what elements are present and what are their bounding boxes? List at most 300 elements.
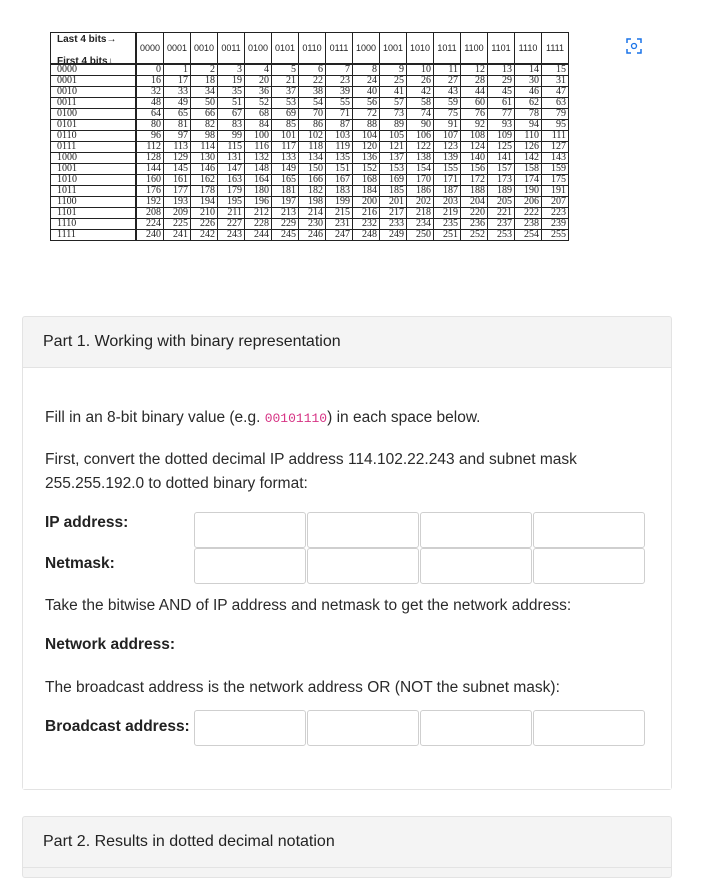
table-cell: 238 bbox=[515, 219, 542, 230]
table-cell: 223 bbox=[542, 208, 569, 219]
table-cell: 191 bbox=[542, 186, 569, 197]
table-cell: 51 bbox=[218, 98, 245, 109]
table-cell: 225 bbox=[164, 219, 191, 230]
col-header: 1011 bbox=[434, 33, 461, 65]
table-cell: 105 bbox=[380, 131, 407, 142]
table-cell: 13 bbox=[488, 64, 515, 76]
table-cell: 127 bbox=[542, 142, 569, 153]
table-cell: 112 bbox=[136, 142, 164, 153]
table-cell: 181 bbox=[272, 186, 299, 197]
table-cell: 219 bbox=[434, 208, 461, 219]
table-cell: 140 bbox=[461, 153, 488, 164]
table-cell: 241 bbox=[164, 230, 191, 241]
netmask-octet-1[interactable] bbox=[194, 548, 306, 584]
table-cell: 195 bbox=[218, 197, 245, 208]
table-cell: 116 bbox=[245, 142, 272, 153]
table-cell: 169 bbox=[380, 175, 407, 186]
table-cell: 126 bbox=[515, 142, 542, 153]
table-cell: 254 bbox=[515, 230, 542, 241]
table-cell: 165 bbox=[272, 175, 299, 186]
example-binary: 00101110 bbox=[264, 411, 328, 426]
table-cell: 226 bbox=[191, 219, 218, 230]
table-cell: 174 bbox=[515, 175, 542, 186]
table-cell: 15 bbox=[542, 64, 569, 76]
table-cell: 177 bbox=[164, 186, 191, 197]
table-cell: 37 bbox=[272, 87, 299, 98]
col-header: 0011 bbox=[218, 33, 245, 65]
table-cell: 104 bbox=[353, 131, 380, 142]
table-cell: 201 bbox=[380, 197, 407, 208]
table-cell: 34 bbox=[191, 87, 218, 98]
table-row bbox=[51, 142, 569, 153]
table-cell: 42 bbox=[407, 87, 434, 98]
table-cell: 55 bbox=[326, 98, 353, 109]
ip-label: IP address: bbox=[45, 514, 129, 531]
table-cell: 108 bbox=[461, 131, 488, 142]
table-cell: 66 bbox=[191, 109, 218, 120]
table-row bbox=[51, 87, 569, 98]
table-cell: 158 bbox=[515, 164, 542, 175]
table-row bbox=[51, 197, 569, 208]
table-cell: 190 bbox=[515, 186, 542, 197]
table-cell: 199 bbox=[326, 197, 353, 208]
table-cell: 193 bbox=[164, 197, 191, 208]
row-header: 1000 bbox=[51, 153, 137, 164]
table-cell: 153 bbox=[380, 164, 407, 175]
table-cell: 76 bbox=[461, 109, 488, 120]
col-header: 1100 bbox=[461, 33, 488, 65]
table-cell: 36 bbox=[245, 87, 272, 98]
table-cell: 14 bbox=[515, 64, 542, 76]
table-cell: 147 bbox=[218, 164, 245, 175]
table-cell: 157 bbox=[488, 164, 515, 175]
table-cell: 54 bbox=[299, 98, 326, 109]
table-cell: 111 bbox=[542, 131, 569, 142]
table-cell: 84 bbox=[245, 120, 272, 131]
table-cell: 52 bbox=[245, 98, 272, 109]
table-cell: 170 bbox=[407, 175, 434, 186]
table-cell: 233 bbox=[380, 219, 407, 230]
table-cell: 92 bbox=[461, 120, 488, 131]
table-cell: 35 bbox=[218, 87, 245, 98]
table-cell: 118 bbox=[299, 142, 326, 153]
table-cell: 145 bbox=[164, 164, 191, 175]
table-cell: 90 bbox=[407, 120, 434, 131]
table-cell: 234 bbox=[407, 219, 434, 230]
table-cell: 172 bbox=[461, 175, 488, 186]
table-cell: 167 bbox=[326, 175, 353, 186]
table-cell: 139 bbox=[434, 153, 461, 164]
table-cell: 142 bbox=[515, 153, 542, 164]
table-cell: 100 bbox=[245, 131, 272, 142]
row-header: 0101 bbox=[51, 120, 137, 131]
table-cell: 103 bbox=[326, 131, 353, 142]
table-cell: 184 bbox=[353, 186, 380, 197]
table-row bbox=[51, 230, 569, 241]
col-header: 0001 bbox=[164, 33, 191, 65]
row-header: 1100 bbox=[51, 197, 137, 208]
table-cell: 211 bbox=[218, 208, 245, 219]
table-cell: 202 bbox=[407, 197, 434, 208]
table-cell: 99 bbox=[218, 131, 245, 142]
instruction-after: ) in each space below. bbox=[327, 409, 481, 426]
table-cell: 71 bbox=[326, 109, 353, 120]
table-cell: 86 bbox=[299, 120, 326, 131]
table-cell: 114 bbox=[191, 142, 218, 153]
table-cell: 159 bbox=[542, 164, 569, 175]
table-cell: 255 bbox=[542, 230, 569, 241]
col-header: 1101 bbox=[488, 33, 515, 65]
table-cell: 65 bbox=[164, 109, 191, 120]
row-header: 0001 bbox=[51, 76, 137, 87]
table-cell: 183 bbox=[326, 186, 353, 197]
table-cell: 149 bbox=[272, 164, 299, 175]
convert-text: First, convert the dotted decimal IP address 114.102.22.243 and subnet mask 255.255.192.0 to dotted binary format: bbox=[45, 451, 577, 492]
table-row bbox=[51, 131, 569, 142]
table-row bbox=[51, 76, 569, 87]
broadcast-label: Broadcast address: bbox=[45, 718, 190, 735]
table-cell: 57 bbox=[380, 98, 407, 109]
table-cell: 62 bbox=[515, 98, 542, 109]
table-cell: 240 bbox=[136, 230, 164, 241]
table-cell: 46 bbox=[515, 87, 542, 98]
table-cell: 128 bbox=[136, 153, 164, 164]
table-row bbox=[51, 64, 569, 76]
table-cell: 248 bbox=[353, 230, 380, 241]
table-cell: 162 bbox=[191, 175, 218, 186]
table-cell: 130 bbox=[191, 153, 218, 164]
table-cell: 117 bbox=[272, 142, 299, 153]
table-cell: 25 bbox=[380, 76, 407, 87]
table-cell: 88 bbox=[353, 120, 380, 131]
table-cell: 61 bbox=[488, 98, 515, 109]
ip-octet-4[interactable] bbox=[533, 512, 645, 548]
row-header: 0000 bbox=[51, 64, 137, 76]
broadcast-octet-2[interactable] bbox=[307, 710, 419, 746]
row-header: 1001 bbox=[51, 164, 137, 175]
table-cell: 197 bbox=[272, 197, 299, 208]
table-cell: 48 bbox=[136, 98, 164, 109]
table-cell: 143 bbox=[542, 153, 569, 164]
table-cell: 235 bbox=[434, 219, 461, 230]
table-cell: 119 bbox=[326, 142, 353, 153]
table-cell: 50 bbox=[191, 98, 218, 109]
table-corner bbox=[51, 33, 137, 65]
table-cell: 216 bbox=[353, 208, 380, 219]
row-header: 0010 bbox=[51, 87, 137, 98]
table-cell: 146 bbox=[191, 164, 218, 175]
table-cell: 98 bbox=[191, 131, 218, 142]
table-cell: 166 bbox=[299, 175, 326, 186]
part1-body bbox=[23, 368, 671, 789]
table-cell: 120 bbox=[353, 142, 380, 153]
col-header: 1000 bbox=[353, 33, 380, 65]
table-cell: 22 bbox=[299, 76, 326, 87]
table-cell: 79 bbox=[542, 109, 569, 120]
row-header: 1010 bbox=[51, 175, 137, 186]
table-cell: 0 bbox=[136, 64, 164, 76]
table-cell: 97 bbox=[164, 131, 191, 142]
table-cell: 136 bbox=[353, 153, 380, 164]
table-cell: 243 bbox=[218, 230, 245, 241]
table-cell: 188 bbox=[461, 186, 488, 197]
part1-panel bbox=[22, 316, 672, 790]
table-cell: 24 bbox=[353, 76, 380, 87]
table-cell: 207 bbox=[542, 197, 569, 208]
table-cell: 208 bbox=[136, 208, 164, 219]
table-cell: 6 bbox=[299, 64, 326, 76]
table-cell: 228 bbox=[245, 219, 272, 230]
table-cell: 186 bbox=[407, 186, 434, 197]
table-cell: 63 bbox=[542, 98, 569, 109]
broadcast-octet-1[interactable] bbox=[194, 710, 306, 746]
table-cell: 17 bbox=[164, 76, 191, 87]
col-header: 1110 bbox=[515, 33, 542, 65]
table-cell: 78 bbox=[515, 109, 542, 120]
table-cell: 252 bbox=[461, 230, 488, 241]
table-cell: 68 bbox=[245, 109, 272, 120]
part1-title: Part 1. Working with binary representation bbox=[23, 317, 671, 368]
broadcast-octet-3[interactable] bbox=[420, 710, 532, 746]
row-header: 1111 bbox=[51, 230, 137, 241]
ip-octet-1[interactable] bbox=[194, 512, 306, 548]
table-cell: 232 bbox=[353, 219, 380, 230]
table-row bbox=[51, 186, 569, 197]
table-cell: 91 bbox=[434, 120, 461, 131]
table-cell: 194 bbox=[191, 197, 218, 208]
table-cell: 77 bbox=[488, 109, 515, 120]
table-cell: 75 bbox=[434, 109, 461, 120]
table-cell: 8 bbox=[353, 64, 380, 76]
table-row bbox=[51, 219, 569, 230]
table-cell: 175 bbox=[542, 175, 569, 186]
table-cell: 60 bbox=[461, 98, 488, 109]
table-row bbox=[51, 109, 569, 120]
table-cell: 180 bbox=[245, 186, 272, 197]
table-cell: 30 bbox=[515, 76, 542, 87]
table-cell: 182 bbox=[299, 186, 326, 197]
table-cell: 217 bbox=[380, 208, 407, 219]
table-cell: 215 bbox=[326, 208, 353, 219]
table-cell: 59 bbox=[434, 98, 461, 109]
table-cell: 5 bbox=[272, 64, 299, 76]
table-cell: 213 bbox=[272, 208, 299, 219]
col-header: 0101 bbox=[272, 33, 299, 65]
corner-first-bits: First 4 bits↓ bbox=[57, 56, 113, 67]
table-cell: 10 bbox=[407, 64, 434, 76]
table-cell: 93 bbox=[488, 120, 515, 131]
instruction-text bbox=[45, 406, 480, 431]
table-cell: 249 bbox=[380, 230, 407, 241]
table-cell: 56 bbox=[353, 98, 380, 109]
and-text: Take the bitwise AND of IP address and netmask to get the network address: bbox=[45, 597, 572, 614]
table-cell: 138 bbox=[407, 153, 434, 164]
table-cell: 214 bbox=[299, 208, 326, 219]
table-cell: 203 bbox=[434, 197, 461, 208]
table-cell: 47 bbox=[542, 87, 569, 98]
netmask-octet-4[interactable] bbox=[533, 548, 645, 584]
table-row bbox=[51, 120, 569, 131]
table-cell: 150 bbox=[299, 164, 326, 175]
table-cell: 73 bbox=[380, 109, 407, 120]
table-cell: 129 bbox=[164, 153, 191, 164]
table-cell: 152 bbox=[353, 164, 380, 175]
col-header: 0000 bbox=[136, 33, 164, 65]
table-cell: 224 bbox=[136, 219, 164, 230]
table-cell: 95 bbox=[542, 120, 569, 131]
table-cell: 96 bbox=[136, 131, 164, 142]
part2-panel bbox=[22, 816, 672, 878]
table-cell: 110 bbox=[515, 131, 542, 142]
table-cell: 80 bbox=[136, 120, 164, 131]
table-cell: 26 bbox=[407, 76, 434, 87]
corner-last-bits: Last 4 bits→ bbox=[57, 34, 117, 45]
row-header: 0111 bbox=[51, 142, 137, 153]
lookup-grid bbox=[50, 32, 569, 241]
table-cell: 163 bbox=[218, 175, 245, 186]
table-cell: 27 bbox=[434, 76, 461, 87]
table-cell: 161 bbox=[164, 175, 191, 186]
table-cell: 124 bbox=[461, 142, 488, 153]
table-row bbox=[51, 175, 569, 186]
table-cell: 151 bbox=[326, 164, 353, 175]
table-cell: 220 bbox=[461, 208, 488, 219]
row-header: 1101 bbox=[51, 208, 137, 219]
table-cell: 237 bbox=[488, 219, 515, 230]
table-cell: 141 bbox=[488, 153, 515, 164]
table-cell: 72 bbox=[353, 109, 380, 120]
row-header: 1011 bbox=[51, 186, 137, 197]
row-header: 1110 bbox=[51, 219, 137, 230]
table-cell: 253 bbox=[488, 230, 515, 241]
table-cell: 7 bbox=[326, 64, 353, 76]
table-cell: 154 bbox=[407, 164, 434, 175]
table-cell: 200 bbox=[353, 197, 380, 208]
row-header: 0110 bbox=[51, 131, 137, 142]
col-header: 0111 bbox=[326, 33, 353, 65]
table-cell: 189 bbox=[488, 186, 515, 197]
table-cell: 176 bbox=[136, 186, 164, 197]
table-cell: 227 bbox=[218, 219, 245, 230]
col-header: 1001 bbox=[380, 33, 407, 65]
table-cell: 173 bbox=[488, 175, 515, 186]
table-cell: 87 bbox=[326, 120, 353, 131]
table-cell: 156 bbox=[461, 164, 488, 175]
table-cell: 204 bbox=[461, 197, 488, 208]
table-cell: 178 bbox=[191, 186, 218, 197]
table-cell: 198 bbox=[299, 197, 326, 208]
table-cell: 221 bbox=[488, 208, 515, 219]
broadcast-text: The broadcast address is the network address OR (NOT the subnet mask): bbox=[45, 679, 560, 696]
table-cell: 212 bbox=[245, 208, 272, 219]
table-cell: 133 bbox=[272, 153, 299, 164]
ip-octet-3[interactable] bbox=[420, 512, 532, 548]
network-label: Network address: bbox=[45, 636, 176, 653]
table-cell: 29 bbox=[488, 76, 515, 87]
table-cell: 242 bbox=[191, 230, 218, 241]
table-cell: 239 bbox=[542, 219, 569, 230]
table-cell: 122 bbox=[407, 142, 434, 153]
table-cell: 229 bbox=[272, 219, 299, 230]
ip-octet-2[interactable] bbox=[307, 512, 419, 548]
table-cell: 31 bbox=[542, 76, 569, 87]
table-cell: 113 bbox=[164, 142, 191, 153]
table-cell: 64 bbox=[136, 109, 164, 120]
broadcast-octet-4[interactable] bbox=[533, 710, 645, 746]
table-cell: 45 bbox=[488, 87, 515, 98]
table-cell: 230 bbox=[299, 219, 326, 230]
table-cell: 236 bbox=[461, 219, 488, 230]
table-cell: 250 bbox=[407, 230, 434, 241]
table-cell: 83 bbox=[218, 120, 245, 131]
table-cell: 148 bbox=[245, 164, 272, 175]
table-cell: 40 bbox=[353, 87, 380, 98]
table-cell: 123 bbox=[434, 142, 461, 153]
table-cell: 125 bbox=[488, 142, 515, 153]
table-cell: 192 bbox=[136, 197, 164, 208]
table-cell: 16 bbox=[136, 76, 164, 87]
col-header: 0110 bbox=[299, 33, 326, 65]
table-cell: 4 bbox=[245, 64, 272, 76]
table-cell: 43 bbox=[434, 87, 461, 98]
table-cell: 135 bbox=[326, 153, 353, 164]
table-cell: 205 bbox=[488, 197, 515, 208]
table-cell: 49 bbox=[164, 98, 191, 109]
table-cell: 11 bbox=[434, 64, 461, 76]
netmask-octet-2[interactable] bbox=[307, 548, 419, 584]
table-cell: 101 bbox=[272, 131, 299, 142]
table-cell: 210 bbox=[191, 208, 218, 219]
instruction-before: Fill in an 8-bit binary value (e.g. bbox=[45, 409, 265, 426]
table-cell: 206 bbox=[515, 197, 542, 208]
table-cell: 196 bbox=[245, 197, 272, 208]
table-row bbox=[51, 98, 569, 109]
netmask-label: Netmask: bbox=[45, 555, 115, 572]
table-cell: 74 bbox=[407, 109, 434, 120]
table-cell: 102 bbox=[299, 131, 326, 142]
table-cell: 41 bbox=[380, 87, 407, 98]
table-cell: 160 bbox=[136, 175, 164, 186]
table-cell: 23 bbox=[326, 76, 353, 87]
table-cell: 2 bbox=[191, 64, 218, 76]
table-cell: 53 bbox=[272, 98, 299, 109]
binary-lookup-table bbox=[50, 32, 569, 241]
table-cell: 246 bbox=[299, 230, 326, 241]
expand-image-icon[interactable] bbox=[624, 36, 644, 56]
table-cell: 94 bbox=[515, 120, 542, 131]
table-cell: 82 bbox=[191, 120, 218, 131]
row-header: 0100 bbox=[51, 109, 137, 120]
table-cell: 32 bbox=[136, 87, 164, 98]
col-header: 1111 bbox=[542, 33, 569, 65]
table-cell: 244 bbox=[245, 230, 272, 241]
table-cell: 155 bbox=[434, 164, 461, 175]
table-cell: 185 bbox=[380, 186, 407, 197]
table-cell: 1 bbox=[164, 64, 191, 76]
table-cell: 67 bbox=[218, 109, 245, 120]
part2-title: Part 2. Results in dotted decimal notation bbox=[23, 817, 671, 868]
table-cell: 81 bbox=[164, 120, 191, 131]
table-cell: 44 bbox=[461, 87, 488, 98]
table-row bbox=[51, 153, 569, 164]
netmask-octet-3[interactable] bbox=[420, 548, 532, 584]
table-cell: 3 bbox=[218, 64, 245, 76]
table-cell: 164 bbox=[245, 175, 272, 186]
table-cell: 131 bbox=[218, 153, 245, 164]
col-header: 0100 bbox=[245, 33, 272, 65]
table-cell: 21 bbox=[272, 76, 299, 87]
table-cell: 144 bbox=[136, 164, 164, 175]
